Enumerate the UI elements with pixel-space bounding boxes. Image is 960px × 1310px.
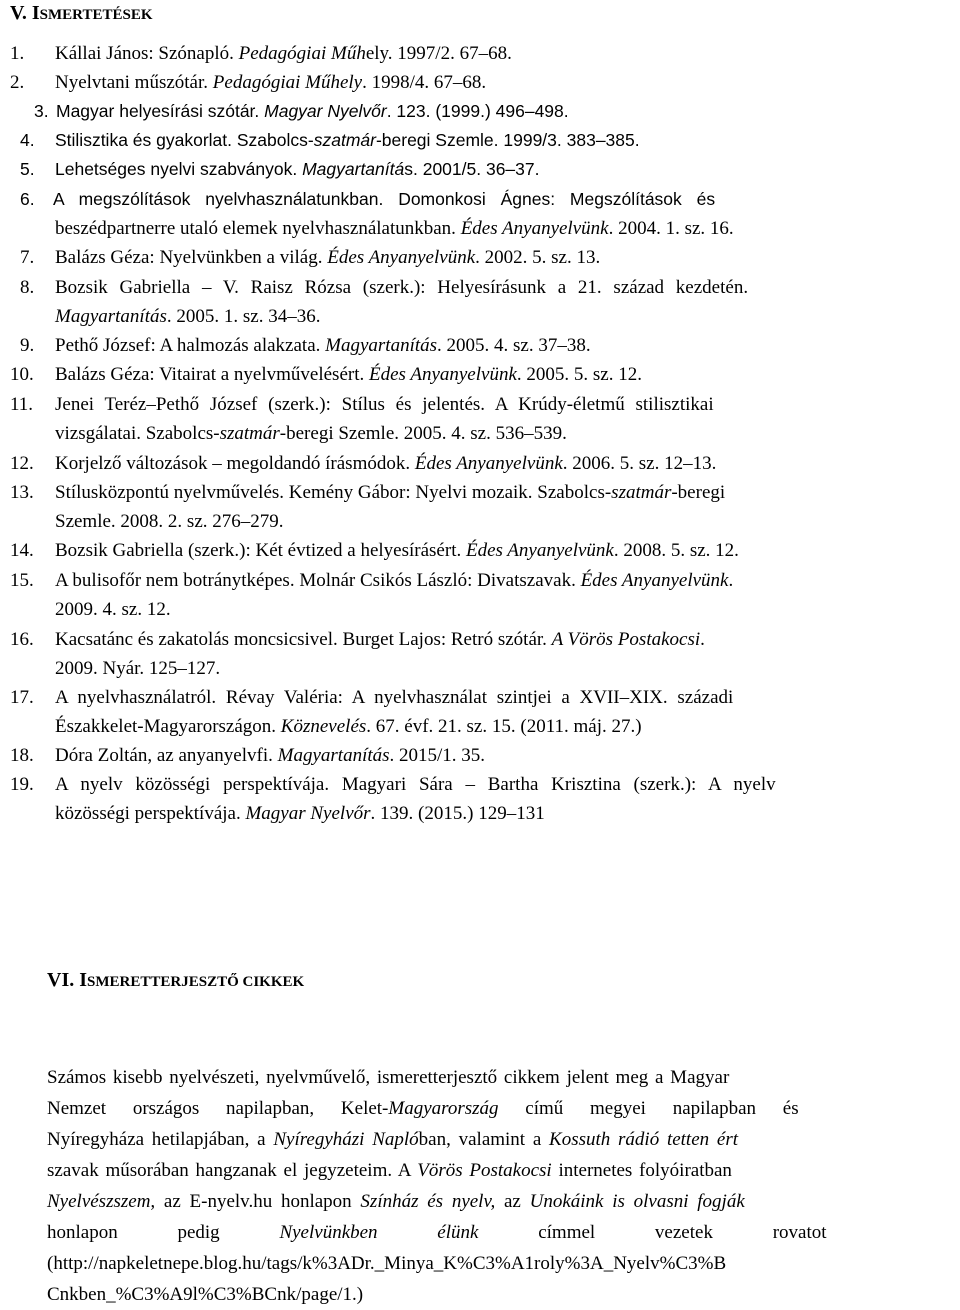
list-item-continuation: 2009. Nyár. 125–127.	[55, 658, 221, 679]
paragraph-line: Számos kisebb nyelvészeti, nyelvművelő, ismeretterjesztő cikkem jelent meg a Magyar	[47, 1067, 730, 1088]
list-item: 1. Kállai János: Szónapló. Pedagógiai Műhely. 1997/2. 67–68.	[10, 43, 512, 64]
section-title-rest: SMERETTERJESZTŐ CIKKEK	[87, 974, 305, 990]
section-title-rest: SMERTETÉSEK	[39, 7, 153, 23]
list-item: 4. Stilisztika és gyakorlat. Szabolcs-szatmár-beregi Szemle. 1999/3. 383–385.	[20, 130, 640, 150]
paragraph-line: Cnkben_%C3%A9l%C3%BCnk/page/1.)	[47, 1284, 364, 1305]
list-item: 7. Balázs Géza: Nyelvünkben a világ. Édes Anyanyelvünk. 2002. 5. sz. 13.	[20, 247, 601, 268]
section-title-initial: I	[79, 969, 88, 991]
list-item-continuation: beszédpartnerre utaló elemek nyelvhasználatunkban. Édes Anyanyelvünk. 2004. 1. sz. 16.	[55, 218, 734, 239]
list-item-continuation: Szemle. 2008. 2. sz. 276–279.	[55, 511, 284, 532]
list-item: 13. Stílusközpontú nyelvművelés. Kemény Gábor: Nyelvi mozaik. Szabolcs-szatmár-beregi	[10, 482, 726, 503]
list-item: 5. Lehetséges nyelvi szabványok. Magyartanítás. 2001/5. 36–37.	[20, 159, 540, 179]
list-item: 8. Bozsik Gabriella – V. Raisz Rózsa (szerk.): Helyesírásunk a 21. század kezdetén.	[20, 277, 749, 298]
section-number: VI.	[47, 969, 80, 991]
list-item: 3. Magyar helyesírási szótár. Magyar Nyelvőr. 123. (1999.) 496–498.	[34, 101, 569, 121]
list-item: 9. Pethő József: A halmozás alakzata. Magyartanítás. 2005. 4. sz. 37–38.	[20, 335, 591, 356]
list-item-continuation: vizsgálatai. Szabolcs-szatmár-beregi Szemle. 2005. 4. sz. 536–539.	[55, 423, 567, 444]
list-item-continuation: Északkelet-Magyarországon. Köznevelés. 67. évf. 21. sz. 15. (2011. máj. 27.)	[55, 716, 642, 737]
list-item-continuation: 2009. 4. sz. 12.	[55, 599, 171, 620]
paragraph-line: (http://napkeletnepe.blog.hu/tags/k%3ADr._Minya_K%C3%A1roly%3A_Nyelv%C3%B	[47, 1253, 727, 1274]
paragraph-line: Nyelvészszem, az E-nyelv.hu honlapon Színház és nyelv, az Unokáink is olvasni fogják	[47, 1191, 745, 1212]
list-item: 10. Balázs Géza: Vitairat a nyelvművelésért. Édes Anyanyelvünk. 2005. 5. sz. 12.	[10, 364, 642, 385]
list-item: 15. A bulisofőr nem botránytképes. Molnár Csikós László: Divatszavak. Édes Anyanyelvünk.	[10, 570, 734, 591]
section-heading-v	[10, 0, 153, 28]
section-title-initial: I	[31, 2, 40, 24]
list-item: 16. Kacsatánc és zakatolás moncsicsivel. Burget Lajos: Retró szótár. A Vörös Postakocsi.	[10, 629, 705, 650]
list-item-continuation: Magyartanítás. 2005. 1. sz. 34–36.	[55, 306, 321, 327]
list-item: 17. A nyelvhasználatról. Révay Valéria: A nyelvhasználat szintjei a XVII–XIX. századi	[10, 687, 734, 708]
list-item: 2. Nyelvtani műszótár. Pedagógiai Műhely. 1998/4. 67–68.	[10, 72, 487, 93]
paragraph-line: szavak műsorában hangzanak el jegyzeteim. A Vörös Postakocsi internetes folyóiratban	[47, 1160, 732, 1181]
list-item: 18. Dóra Zoltán, az anyanyelvfi. Magyartanítás. 2015/1. 35.	[10, 745, 486, 766]
list-item-continuation: közösségi perspektívája. Magyar Nyelvőr. 139. (2015.) 129–131	[55, 803, 545, 824]
list-item: 6. A megszólítások nyelvhasználatunkban. Domonkosi Ágnes: Megszólítások és	[20, 189, 716, 209]
list-item: 19. A nyelv közösségi perspektívája. Magyari Sára – Bartha Krisztina (szerk.): A nyelv	[10, 774, 776, 795]
list-item: 14. Bozsik Gabriella (szerk.): Két évtized a helyesírásért. Édes Anyanyelvünk. 2008. 5. sz. 12.	[10, 540, 739, 561]
section-number: V.	[10, 2, 32, 24]
paragraph-line: Nemzet országos napilapban, Kelet-Magyarország című megyei napilapban és	[47, 1098, 799, 1119]
body-paragraph	[47, 1062, 955, 1310]
list-item: 12. Korjelző változások – megoldandó írásmódok. Édes Anyanyelvünk. 2006. 5. sz. 12–13.	[10, 453, 717, 474]
section-heading-vi	[47, 967, 304, 995]
paragraph-line: honlapon pedig Nyelvünkben élünk címmel vezetek rovatot	[47, 1222, 827, 1243]
paragraph-line: Nyíregyháza hetilapjában, a Nyíregyházi Naplóban, valamint a Kossuth rádió tetten ért	[47, 1129, 739, 1150]
list-item: 11. Jenei Teréz–Pethő József (szerk.): Stílus és jelentés. A Krúdy-életmű stilisztikai	[10, 394, 714, 415]
